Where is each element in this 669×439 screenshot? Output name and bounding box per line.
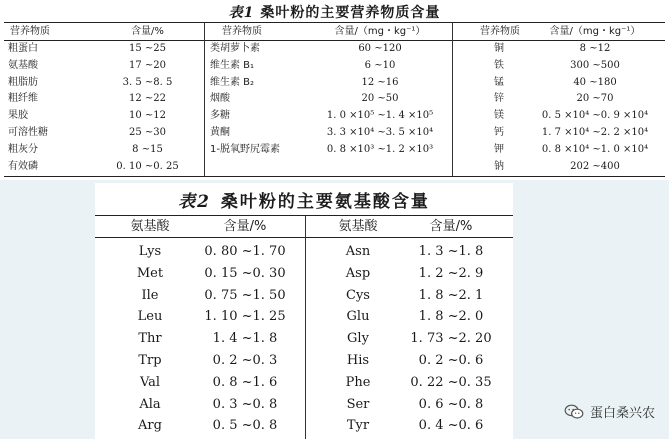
table1-separator <box>204 23 205 176</box>
table2-amino-acid-name: Val <box>139 374 161 390</box>
table1-nutrient-value: 12 ~16 <box>361 76 399 88</box>
watermark <box>564 402 655 421</box>
table2-amino-acid-name: Tyr <box>346 418 370 434</box>
table2-amino-acid-value: 0. 22 ~0. 35 <box>410 374 492 390</box>
table1-value-header: 含量/（mg・kg⁻¹） <box>334 26 426 37</box>
table2-amino-acid-name: Gly <box>347 331 369 347</box>
table1-nutrient-name: 黄酮 <box>210 127 230 138</box>
table1-bottom-rule <box>4 176 665 177</box>
table2-amino-acid-value: 0. 4 ~0. 6 <box>418 418 484 434</box>
table2-amino-acid-value: 0. 75 ~1. 50 <box>204 287 286 303</box>
table1-nutrient-value: 25 ~30 <box>128 127 166 138</box>
table2-amino-acid-name: Asp <box>345 265 371 281</box>
table1-nutrient-value: 17 ~20 <box>128 59 166 71</box>
table1-value-header: 含量/（mg・kg⁻¹） <box>549 26 641 37</box>
table2-amino-acid-value: 1. 8 ~2. 0 <box>418 309 484 325</box>
table1-nutrient-name: 维生素 B₂ <box>210 76 255 88</box>
table2-amino-acid-name: Lys <box>138 244 162 259</box>
table1-nutrient-name: 可溶性糖 <box>8 127 48 138</box>
table1-nutrient-name: 粗纤维 <box>8 93 38 105</box>
table2-amino-acid-value: 0. 15 ~0. 30 <box>204 265 286 281</box>
table1-nutrient-value: 0. 8 ×10⁴ ~1. 0 ×10⁴ <box>541 143 649 155</box>
table1-name-header: 营养物质 <box>480 26 520 37</box>
table2-amino-acid-name: Cys <box>346 287 370 303</box>
table2-amino-acid-value: 0. 5 ~0. 8 <box>212 418 278 434</box>
table1-title <box>0 2 669 22</box>
table1-nutrient-name: 钙 <box>494 127 504 138</box>
table1-value-header: 含量/% <box>131 26 164 37</box>
table1-nutrient-value: 300 ~500 <box>570 59 620 71</box>
table2-amino-acid-value: 1. 2 ~2. 9 <box>418 265 484 281</box>
table2-right-value-header: 含量/% <box>429 219 473 234</box>
table1-nutrient-name: 镁 <box>494 110 504 122</box>
table1-nutrient-value: 3. 5 ~8. 5 <box>122 76 173 88</box>
table2-amino-acid-value: 1. 3 ~1. 8 <box>418 244 484 259</box>
table2-amino-acid-value: 0. 6 ~0. 8 <box>418 396 484 412</box>
table1-title-text: 桑叶粉的主要营养物质含量 <box>260 5 441 21</box>
table1-nutrient-value: 40 ~180 <box>573 76 617 88</box>
table1-nutrient-name: 粗脂肪 <box>8 76 38 88</box>
table1-nutrient-value: 6 ~10 <box>364 59 396 71</box>
table1-nutrient-name: 钾 <box>494 143 504 155</box>
table1-nutrient-value: 0. 10 ~0. 25 <box>116 160 179 172</box>
table1-nutrient-name: 钠 <box>494 160 504 172</box>
table2-amino-acid-value: 1. 73 ~2. 20 <box>410 331 492 347</box>
table1-nutrient-name: 铜 <box>494 43 504 54</box>
table1-nutrient-value: 60 ~120 <box>358 43 402 54</box>
table1-nutrient-name: 粗灰分 <box>8 143 38 155</box>
table2-amino-acid-name: Ser <box>346 396 370 412</box>
table1-nutrient-value: 0. 5 ×10⁴ ~0. 9 ×10⁴ <box>541 110 649 122</box>
table1-top-rule <box>4 22 665 23</box>
table2-number: 表2 <box>178 192 211 212</box>
table1-nutrient-value: 0. 8 ×10³ ~1. 2 ×10³ <box>326 143 434 155</box>
table2-amino-acid-name: Trp <box>138 353 162 368</box>
table1-nutrient-name: 类胡萝卜素 <box>210 43 260 54</box>
table1-nutrient-value: 8 ~12 <box>579 43 611 54</box>
table1-nutrient-name: 多糖 <box>210 110 230 122</box>
table2-amino-acid-name: Asn <box>345 244 371 259</box>
table1-name-header: 营养物质 <box>10 26 50 37</box>
table1-nutrient-name: 铁 <box>494 59 504 71</box>
table2-amino-acid-value: 0. 3 ~0. 8 <box>212 396 278 412</box>
table2-amino-acid-name: Phe <box>345 374 371 390</box>
table1-nutrient-value: 1. 7 ×10⁴ ~2. 2 ×10⁴ <box>541 127 649 138</box>
table2-amino-acid-value: 0. 80 ~1. 70 <box>204 244 286 259</box>
table1-nutrient-name: 锰 <box>494 76 504 88</box>
table1 <box>0 0 669 180</box>
table2-amino-acid-name: Leu <box>137 309 163 325</box>
table1-nutrient-value: 8 ~15 <box>132 143 163 155</box>
table1-nutrient-name: 烟酸 <box>210 93 230 105</box>
table2 <box>95 183 513 439</box>
table2-separator <box>305 216 306 439</box>
table1-nutrient-value: 202 ~400 <box>570 160 620 172</box>
table2-left-value-header: 含量/% <box>223 219 267 234</box>
table2-amino-acid-value: 0. 2 ~0. 6 <box>418 353 484 368</box>
table2-amino-acid-name: Ala <box>139 396 161 412</box>
table1-nutrient-value: 20 ~50 <box>361 93 399 105</box>
table2-right-name-header: 氨基酸 <box>338 219 378 234</box>
table2-left-name-header: 氨基酸 <box>130 219 170 234</box>
table1-nutrient-name: 锌 <box>494 93 504 105</box>
table1-number: 表1 <box>228 5 255 21</box>
table1-nutrient-value: 3. 3 ×10⁴ ~3. 5 ×10⁴ <box>326 127 434 138</box>
table2-amino-acid-value: 0. 8 ~1. 6 <box>212 374 278 390</box>
table1-name-header: 营养物质 <box>222 26 262 37</box>
table1-nutrient-name: 粗蛋白 <box>8 43 38 54</box>
table2-amino-acid-name: Ile <box>141 287 159 303</box>
table1-nutrient-value: 15 ~25 <box>128 43 166 54</box>
table2-amino-acid-value: 0. 2 ~0. 3 <box>212 353 278 368</box>
table2-amino-acid-value: 1. 10 ~1. 25 <box>204 309 286 325</box>
table1-nutrient-name: 氨基酸 <box>8 59 38 71</box>
table1-nutrient-value: 20 ~70 <box>576 93 614 105</box>
table2-amino-acid-value: 1. 8 ~2. 1 <box>418 287 484 303</box>
table2-amino-acid-name: Met <box>136 265 164 281</box>
watermark-text: 蛋白桑兴农 <box>589 406 655 421</box>
wechat-icon <box>564 404 584 420</box>
table1-nutrient-name: 1-脱氧野尻霉素 <box>210 143 280 155</box>
table1-nutrient-value: 12 ~22 <box>128 93 166 105</box>
table2-amino-acid-name: His <box>346 353 370 368</box>
table1-separator <box>452 23 453 176</box>
table1-nutrient-value: 1. 0 ×10⁵ ~1. 4 ×10⁵ <box>326 110 434 122</box>
table2-title <box>95 187 513 212</box>
table1-nutrient-name: 果胶 <box>8 110 28 122</box>
table2-amino-acid-value: 1. 4 ~1. 8 <box>212 331 278 347</box>
table2-title-text: 桑叶粉的主要氨基酸含量 <box>220 192 430 212</box>
table1-nutrient-name: 有效磷 <box>8 160 38 172</box>
table1-nutrient-name: 维生素 B₁ <box>210 59 255 71</box>
table2-amino-acid-name: Glu <box>346 309 370 325</box>
table2-amino-acid-name: Arg <box>138 418 162 434</box>
table2-amino-acid-name: Thr <box>138 331 162 347</box>
table1-nutrient-value: 10 ~12 <box>128 110 166 122</box>
